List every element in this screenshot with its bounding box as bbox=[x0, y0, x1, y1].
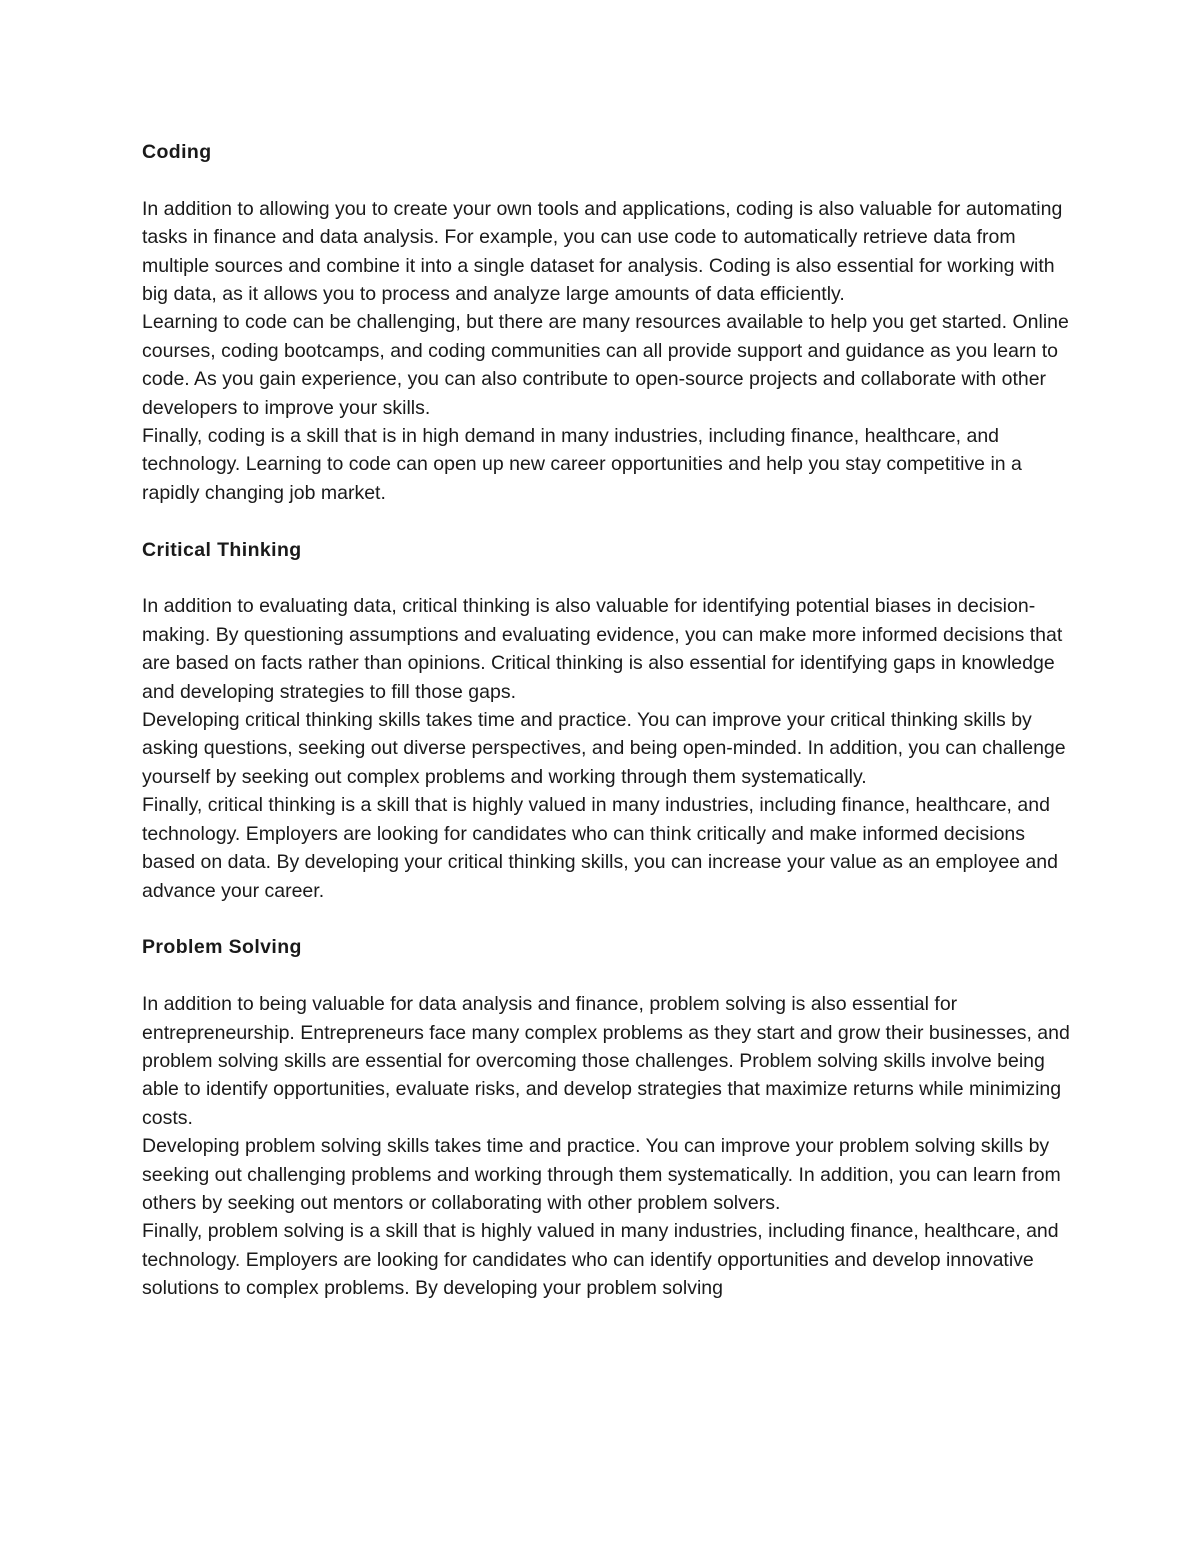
paragraph: In addition to allowing you to create your own tools and applications, coding is also valuable for automating tasks in finance and data analysis. For example, you can use code to automatically retrieve data from multiple sources and combine it into a single dataset for analysis. Coding is also essential for working with big data, as it allows you to process and analyze large amounts of data efficiently. bbox=[142, 197, 1063, 306]
paragraph: Finally, problem solving is a skill that is highly valued in many industries, including finance, healthcare, and technology. Employers are looking for candidates who can identify opportunities and develop innovative solutions to complex problems. By developing your problem solving bbox=[142, 1220, 1059, 1300]
section-critical-thinking bbox=[142, 536, 1082, 905]
paragraph: Developing critical thinking skills takes time and practice. You can improve your critical thinking skills by asking questions, seeking out diverse perspectives, and being open-minded. In addition, you can challenge yourself by seeking out complex problems and working through them systematically. bbox=[142, 709, 1066, 788]
paragraph: Developing problem solving skills takes time and practice. You can improve your problem solving skills by seeking out challenging problems and working through them systematically. In addition, you can learn from others by seeking out mentors or collaborating with other problem solvers. bbox=[142, 1135, 1061, 1214]
section-coding bbox=[142, 138, 1082, 507]
paragraph: Learning to code can be challenging, but there are many resources available to help you get started. Online courses, coding bootcamps, and coding communities can all provide support and guidance as you learn to code. As you gain experience, you can also contribute to open-source projects and collaborate with other developers to improve your skills. bbox=[142, 311, 1069, 419]
section-heading: Critical Thinking bbox=[142, 538, 302, 561]
section-heading: Problem Solving bbox=[142, 936, 302, 959]
paragraph: Finally, critical thinking is a skill that is highly valued in many industries, including finance, healthcare, and technology. Employers are looking for candidates who can think critically and make informed decisions based on data. By developing your critical thinking skills, you can increase your value as an employee and advance your career. bbox=[142, 794, 1058, 902]
paragraph: Finally, coding is a skill that is in high demand in many industries, including finance, healthcare, and technology. Learning to code can open up new career opportunities and help you stay competitive in a rapidly changing job market. bbox=[142, 425, 1022, 504]
section-problem-solving bbox=[142, 933, 1082, 1302]
section-heading: Coding bbox=[142, 141, 212, 163]
document-page bbox=[142, 138, 1082, 1303]
paragraph: In addition to evaluating data, critical thinking is also valuable for identifying potential biases in decision-making. By questioning assumptions and evaluating evidence, you can make more informed decisions that are based on facts rather than opinions. Critical thinking is also essential for identifying gaps in knowledge and developing strategies to fill those gaps. bbox=[142, 595, 1063, 703]
paragraph: In addition to being valuable for data analysis and finance, problem solving is also essential for entrepreneurship. Entrepreneurs face many complex problems as they start and grow their businesses, and problem solving skills are essential for overcoming those challenges. Problem solving skills involve being able to identify opportunities, evaluate risks, and develop strategies that maximize returns while minimizing costs. bbox=[142, 993, 1070, 1129]
